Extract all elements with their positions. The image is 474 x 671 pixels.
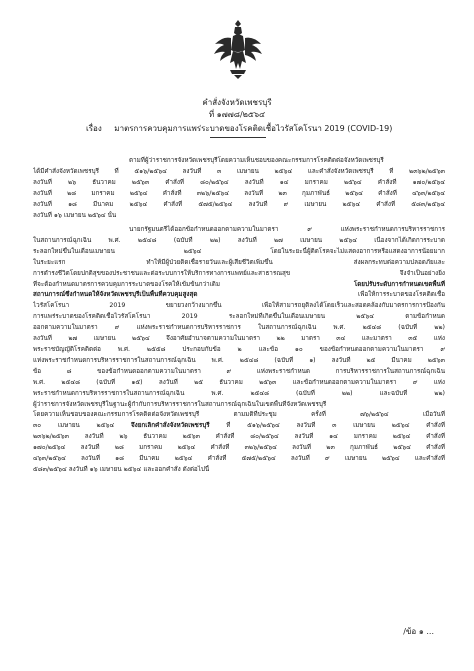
text-line: ระลอกใหม่ขึ้นในเดือนเมษายน ๒๕๖๔ โดยในระยะนี้ผู้ติดโรคจะไม่แสดงอาการหรือแสดงอาการน้อยมาก: [33, 247, 445, 255]
text-line: ๓๐ เมษายน ๒๕๖๔ จึงยกเลิกคำสั่งจังหวัดเพชรบุรี ที่ ๕๑๖/๒๕๖๔ ลงวันที่ ๓ เมษายน ๒๕๖๔ คำสั่งที่: [33, 422, 445, 430]
text-line: ๔๖๓/๒๕๖๔ ลงวันที่ ๑๘ มีนาคม ๒๕๖๔ คำสั่งที่ ๕๗๕/๒๕๖๔ ลงวันที่ ๙ เมษายน ๒๕๖๔ และคำสั่งที่: [33, 455, 445, 463]
text-line: ๑๗๐/๒๕๖๔ ลงวันที่ ๒๘ มกราคม ๒๕๖๔ คำสั่งที่ ๓๒๖/๒๕๖๔ ลงวันที่ ๒๓ กุมภาพันธ์ ๒๕๖๔ คำสั่งที่: [33, 444, 445, 452]
subject-text: มาตรการควบคุมการแพร่ระบาดของโรคติดเชื้อไวรัสโคโรนา 2019 (COVID-19): [114, 124, 393, 133]
text-line: ไวรัสโคโรนา 2019 ขยายวงกว้างมากขึ้น เพื่อให้สามารถยุติลงได้โดยเร็วและสอดคล้องกับมาตรการการป้องกัน: [33, 302, 445, 310]
order-title: คำสั่งจังหวัดเพชรบุรี: [202, 98, 272, 107]
text-line: ผู้ว่าราชการจังหวัดเพชรบุรีในฐานะผู้กำกับการบริหารราชการในสถานการณ์ฉุกเฉินในเขตพื้นที่จังหวัดเพชรบุรี: [33, 400, 327, 408]
text-line: พ.ศ. ๒๕๔๘ (ฉบับที่ ๑๕) ลงวันที่ ๒๕ ธันวาคม ๒๕๖๓ และข้อกำหนดออกตามความในมาตรา ๙ แห่ง: [33, 378, 445, 386]
text-line: การดำรงชีวิตโดยปกติสุขของประชาชนและต่อระบบการให้บริการทางการแพทย์และสาธารณสุข จึงจำเป็นอย่างยิ่ง: [33, 269, 445, 277]
text-line: ๒๓๖๒/๒๕๖๓ ลงวันที่ ๒๖ ธันวาคม ๒๕๖๓ คำสั่งที่ ๘๐/๒๕๖๔ ลงวันที่ ๑๔ มกราคม ๒๕๖๔ คำสั่งที่: [33, 433, 445, 441]
text-line: ในสถานการณ์ฉุกเฉิน พ.ศ. ๒๕๔๘ (ฉบับที่ ๒๒) ลงวันที่ ๒๗ เมษายน ๒๕๖๔ เนื่องจากได้เกิดการระบาด: [33, 236, 445, 244]
text-line: ๕๘๓/๒๕๖๔ ลงวันที่ ๑๖ เมษายน ๒๕๖๔ และออกคำสั่ง ดังต่อไปนี้: [33, 465, 210, 473]
subject-label: เรื่อง: [86, 124, 102, 133]
text-line: พระราชบัญญัติโรคติดต่อ พ.ศ. ๒๕๕๘ ประกอบกับข้อ ๒ และข้อ ๑๐ ของข้อกำหนดออกตามความในมาตรา ๙: [33, 345, 445, 353]
text-line: แห่งพระราชกำหนดการบริหารราชการในสถานการณ์ฉุกเฉิน พ.ศ. ๒๕๔๘ (ฉบับที่ ๑) ลงวันที่ ๒๕ มีนาคม ๒๕๖๓: [33, 356, 445, 364]
text-line: ออกตามความในมาตรา ๙ แห่งพระราชกำหนดการบริหารราชการ ในสถานการณ์ฉุกเฉิน พ.ศ. ๒๕๔๘ (ฉบับที่ ๒๒): [33, 324, 445, 332]
text-line: ในระยะแรก ทำให้มีผู้ป่วยติดเชื้อรายวันและผู้เสียชีวิตเพิ่มขึ้น ส่งผลกระทบต่อความปลอดภัยและ: [33, 258, 445, 266]
paragraph-preamble: [33, 156, 445, 221]
subject-line: [86, 122, 392, 135]
text-line: ที่จะต้องกำหนดมาตรการควบคุมการระบาดของโรคให้เข้มข้นกว่าเดิม โดยปรับระดับการกำหนดเขตพื้นที่: [33, 280, 445, 288]
text-line: การแพร่ระบาดของโรคติดเชื้อไวรัสโคโรนา 2019 ระลอกใหม่ที่เกิดขึ้นในเดือนเมษายน ๒๕๖๔ ตามข้อกำหนด: [33, 313, 445, 321]
text-line: ลงวันที่ ๑๖ เมษายน ๒๕๖๔ นั้น: [33, 211, 117, 219]
text-line: ได้มีคำสั่งจังหวัดเพชรบุรี ที่ ๕๑๖/๒๕๖๔ ลงวันที่ ๓ เมษายน ๒๕๖๔ และคำสั่งจังหวัดเพชรบุรี ที่ ๒๓๖๒/๒๕๖๓: [33, 167, 445, 175]
text-line: ลงวันที่ ๒๖ ธันวาคม ๒๕๖๓ คำสั่งที่ ๘๐/๒๕๖๔ ลงวันที่ ๑๔ มกราคม ๒๕๖๔ คำสั่งที่ ๑๗๐/๒๕๖๔: [33, 178, 445, 186]
continuation-marker: /ข้อ ๑ ...: [403, 627, 434, 636]
text-line: นายกรัฐมนตรีได้ออกข้อกำหนดออกตามความในมาตรา ๙ แห่งพระราชกำหนดการบริหารราชการ: [129, 226, 445, 233]
text-line: สถานการณ์ซึ่งกำหนดให้จังหวัดเพชรบุรีเป็นพื้นที่ควบคุมสูงสุด เพื่อให้การระบาดของโรคติดเชื้อ: [33, 291, 445, 299]
text-line: ลงวันที่ ๒๗ เมษายน ๒๕๖๔ จึงอาศัยอำนาจตามความในมาตรา ๒๒ มาตรา ๓๔ และมาตรา ๓๕ แห่ง: [33, 335, 445, 343]
text-line: ข้อ ๘ ของข้อกำหนดออกตามความในมาตรา ๙ แห่งพระราชกำหนด การบริหารราชการในสถานการณ์ฉุกเฉิน: [33, 367, 445, 375]
paragraph-order-basis: [33, 225, 445, 476]
order-number: ที่ ๑๗๗๘/๒๕๖๔: [208, 110, 266, 119]
divider-rule: [210, 137, 266, 138]
text-line: ลงวันที่ ๒๘ มกราคม ๒๕๖๔ คำสั่งที่ ๓๒๖/๒๕๖๔ ลงวันที่ ๒๓ กุมภาพันธ์ ๒๕๖๔ คำสั่งที่ ๔๖๓/๒๕๖๔: [33, 189, 445, 197]
text-line: ตามที่ผู้ว่าราชการจังหวัดเพชรบุรีโดยความเห็นชอบของคณะกรรมการโรคติดต่อจังหวัดเพชรบุรี: [129, 157, 384, 164]
text-line: ลงวันที่ ๑๘ มีนาคม ๒๕๖๔ คำสั่งที่ ๕๗๕/๒๕๖๔ ลงวันที่ ๙ เมษายน ๒๕๖๔ คำสั่งที่ ๕๘๓/๒๕๖๔: [33, 200, 445, 208]
text-line: พระราชกำหนดการบริหารราชการในสถานการณ์ฉุกเฉิน พ.ศ. ๒๕๔๘ (ฉบับที่ ๒๒) และฉบับที่ ๒๒): [33, 389, 445, 397]
garuda-emblem-icon: [211, 18, 265, 80]
text-line: โดยความเห็นชอบของคณะกรรมการโรคติดต่อจังหวัดเพชรบุรี ตามมติที่ประชุม ครั้งที่ ๗๖/๒๕๖๔ เมื่อวันที่: [33, 411, 445, 419]
